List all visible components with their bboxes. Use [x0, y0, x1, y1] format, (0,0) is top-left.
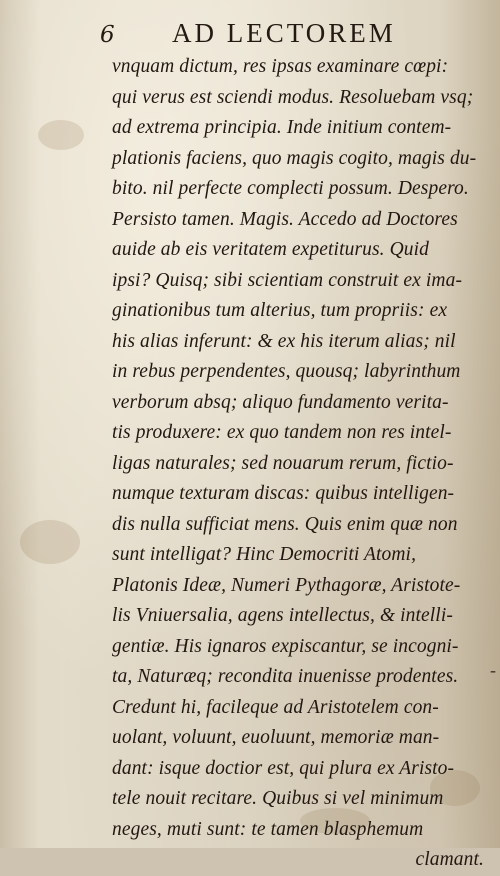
text-line: ipsi? Quisq; sibi scientiam construit ex ima- [112, 269, 463, 291]
text-line: lis Vniuersalia, agens intellectus, & intelli- [112, 605, 453, 626]
text-line: tis produxere: ex quo tandem non res intel- [112, 422, 452, 443]
text-line: auide ab eis veritatem expetiturus. Quid [112, 239, 430, 260]
text-line: Persisto tamen. Magis. Accedo ad Doctores [112, 208, 458, 230]
text-line: ad extrema principia. Inde initium contem- [112, 117, 452, 138]
text-line: neges, muti sunt: te tamen blasphemum [112, 818, 424, 840]
margin-mark: - [490, 660, 496, 680]
page-number: 6 [100, 22, 115, 48]
text-line: dant: isque doctior est, qui plura ex Aristo- [112, 757, 455, 779]
text-line: ginationibus tum alterius, tum propriis: ex [112, 300, 448, 321]
text-line: Credunt hi, facileque ad Aristotelem con- [112, 696, 439, 718]
text-line: clamant. [415, 849, 484, 870]
text-line: ta, Naturæq; recondita inuenisse prodentes. [112, 666, 459, 687]
text-line: plationis faciens, quo magis cogito, magis du- [112, 147, 477, 169]
text-line: ligas naturales; sed nouarum rerum, fictio- [112, 452, 454, 474]
body-text [112, 52, 484, 876]
text-line: sunt intelligat? Hinc Democriti Atomi, [112, 544, 417, 565]
text-line: verborum absq; aliquo fundamento verita- [112, 391, 449, 413]
text-line: qui verus est sciendi modus. Resoluebam vsq; [112, 86, 474, 108]
text-line: vnquam dictum, res ipsas examinare cœpi: [112, 56, 449, 77]
text-line: in rebus perpendentes, quousq; labyrinthum [112, 361, 461, 382]
text-line: numque texturam discas: quibus intelligen- [112, 483, 455, 504]
running-head: AD LECTOREM [172, 18, 396, 48]
text-line: Platonis Ideæ, Numeri Pythagoræ, Aristote- [112, 574, 461, 596]
paper-stain [38, 120, 84, 150]
text-line: bito. nil perfecte complecti possum. Despero. [112, 178, 469, 199]
text-line: dis nulla sufficiat mens. Quis enim quæ non [112, 513, 458, 535]
text-line: gentiæ. His ignaros expiscantur, se incogni- [112, 635, 459, 657]
text-line: tele nouit recitare. Quibus si vel minimum [112, 788, 444, 809]
paper-stain [20, 520, 80, 564]
text-line: his alias inferunt: & ex his iterum alias; nil [112, 330, 456, 352]
page-header [100, 14, 480, 54]
text-line: uolant, voluunt, euoluunt, memoriæ man- [112, 727, 440, 748]
